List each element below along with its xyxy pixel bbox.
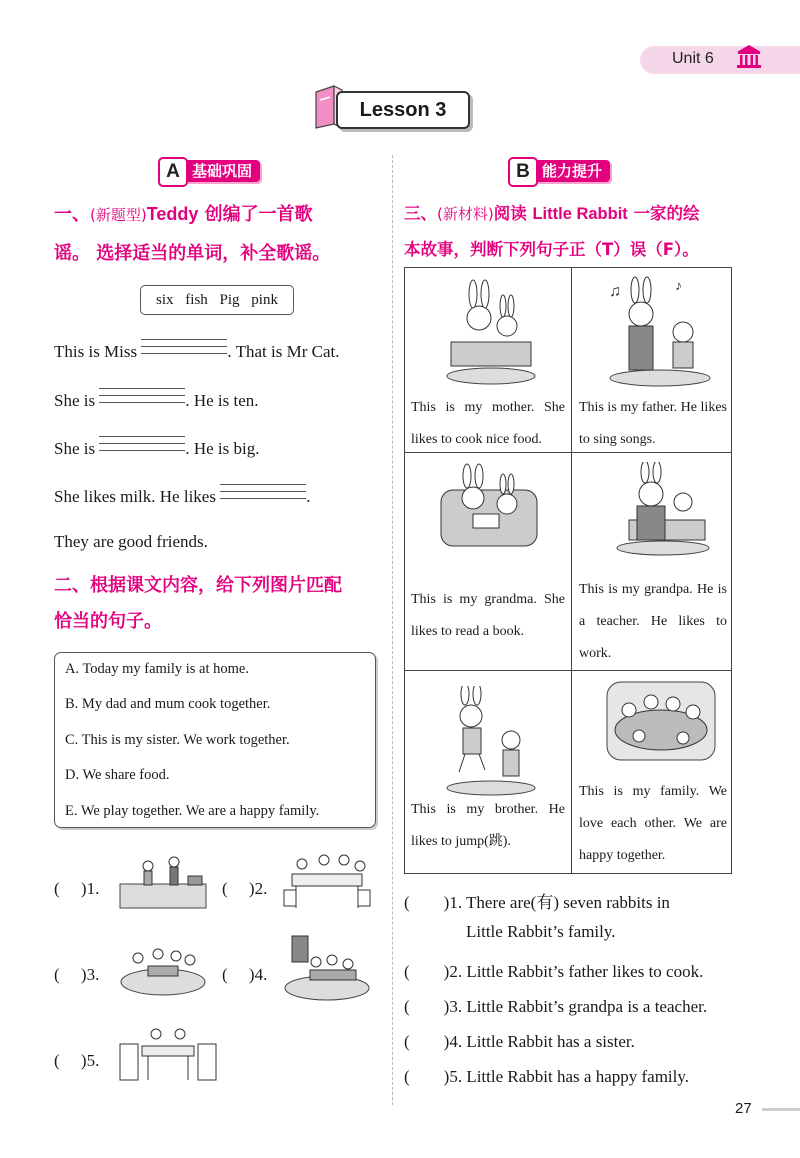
cell-father-text: This is my father. He likes to sing songs.: [579, 400, 727, 447]
cell-grandpa-text: This is my grandpa. He is a teacher. He likes to work.: [579, 582, 727, 661]
statement-5-paren[interactable]: ( ): [404, 1067, 450, 1086]
grandma-rabbit-picture: [433, 462, 545, 558]
song-line-1-after: . That is Mr Cat.: [227, 342, 340, 361]
q3-read: 阅读: [493, 204, 527, 223]
statement-1-text: 1. There are(有) seven rabbits in: [449, 893, 670, 912]
section-a-title: 基础巩固: [192, 162, 253, 180]
grandpa-rabbit-picture: [613, 462, 713, 558]
song-line-3-after: . He is big.: [185, 439, 260, 458]
section-b-title: 能力提升: [542, 162, 603, 180]
statement-5: [404, 1062, 689, 1087]
statement-1-cont: Little Rabbit’s family.: [466, 922, 616, 941]
song-line-5: They are good friends.: [54, 532, 208, 551]
song-line-1-before: This is Miss: [54, 342, 138, 361]
statement-3: [404, 992, 707, 1017]
song-line-2-before: She is: [54, 391, 96, 410]
word-bank: six fish Pig pink: [140, 285, 294, 315]
statement-1: [404, 888, 670, 913]
section-b-badge: [510, 160, 610, 182]
unit-label: Unit 6: [672, 50, 714, 67]
page-number: 27: [735, 1100, 752, 1117]
blank-3[interactable]: [99, 436, 185, 457]
cell-mother-text: This is my mother. She likes to cook nice food.: [411, 400, 565, 447]
q1-title-rest: 创编了一首歌: [204, 204, 313, 225]
cell-grandma-text: This is my grandma. She likes to read a book.: [411, 592, 565, 639]
sentence-a: A. Today my family is at home.: [65, 661, 249, 677]
q1-title-en: Teddy: [146, 204, 199, 224]
q3-title-line2: 本故事，判断下列句子正（T）误（F）。: [404, 240, 699, 259]
unit-tab: [640, 46, 800, 74]
match-item-4[interactable]: ( )4.: [222, 965, 268, 984]
match-item-1[interactable]: ( )1.: [54, 879, 100, 898]
song-line-3: [54, 439, 259, 461]
q3-title-rest: 一家的绘: [633, 204, 700, 223]
sharing-food-picture: [282, 850, 372, 912]
father-rabbit-picture: [605, 276, 715, 388]
song-line-4-before: She likes milk. He likes: [54, 487, 216, 506]
q1-title: [54, 196, 384, 233]
song-line-2: [54, 391, 259, 413]
cell-brother-text: This is my brother. He likes to jump(跳).: [411, 802, 565, 849]
q1-title-line2: 谣。 选择适当的单词，补全歌谣。: [54, 243, 331, 264]
sentence-box: [54, 652, 376, 828]
playing-picture: [118, 938, 208, 998]
blank-2[interactable]: [99, 388, 185, 409]
sentence-b: B. My dad and mum cook together.: [65, 696, 271, 712]
statement-2: [404, 957, 703, 982]
statement-2-paren[interactable]: ( ): [404, 962, 450, 981]
statement-1-paren[interactable]: ( ): [404, 893, 450, 912]
grid-vline: [571, 268, 572, 873]
svg-text:♪: ♪: [675, 279, 682, 294]
brother-rabbit-picture: [441, 686, 537, 798]
sentence-e: E. We play together. We are a happy family.: [65, 803, 320, 819]
cell-family-text: This is my family. We love each other. We are happy together.: [579, 784, 727, 863]
q3-title-en: Little Rabbit: [532, 205, 628, 223]
q3-tag: (新材料): [437, 205, 494, 223]
family-rabbit-picture: [603, 678, 719, 764]
statement-2-text: 2. Little Rabbit’s father likes to cook.: [449, 962, 704, 981]
q1-number: 一、: [54, 204, 90, 225]
sentence-c: C. This is my sister. We work together.: [65, 732, 290, 748]
blank-1[interactable]: [141, 339, 227, 360]
song-line-4-after: .: [306, 487, 311, 506]
match-item-2[interactable]: ( )2.: [222, 879, 268, 898]
section-a-letter: A: [158, 157, 188, 187]
statement-4: [404, 1027, 635, 1052]
blank-4[interactable]: [220, 484, 306, 505]
q1-tag: (新题型): [90, 206, 147, 224]
statement-3-paren[interactable]: ( ): [404, 997, 450, 1016]
song-line-4: [54, 487, 310, 509]
q3-number: 三、: [404, 204, 437, 223]
story-grid: [404, 267, 732, 874]
lesson-title: Lesson 3: [336, 91, 470, 129]
sentence-d: D. We share food.: [65, 767, 170, 783]
statement-3-text: 3. Little Rabbit’s grandpa is a teacher.: [449, 997, 708, 1016]
grid-hline-2: [405, 670, 731, 671]
match-item-3[interactable]: ( )3.: [54, 965, 100, 984]
statement-5-text: 5. Little Rabbit has a happy family.: [449, 1067, 690, 1086]
match-item-5[interactable]: ( )5.: [54, 1051, 100, 1070]
song-line-1: [54, 342, 339, 364]
q3-title: [404, 196, 734, 232]
working-together-picture: [118, 1022, 218, 1084]
q2-title-line2: 恰当的句子。: [54, 611, 162, 632]
song-line-2-after: . He is ten.: [185, 391, 259, 410]
mother-rabbit-picture: [441, 278, 541, 388]
section-b-letter: B: [508, 157, 538, 187]
statement-4-text: 4. Little Rabbit has a sister.: [449, 1032, 635, 1051]
q2-title: 二、根据课文内容，给下列图片匹配: [54, 575, 342, 596]
column-divider: [392, 155, 393, 1105]
section-a-badge: [160, 160, 260, 182]
song-line-3-before: She is: [54, 439, 96, 458]
svg-text:♫: ♫: [609, 283, 621, 300]
statement-4-paren[interactable]: ( ): [404, 1032, 450, 1051]
temple-icon: [735, 44, 763, 70]
family-at-home-picture: [282, 932, 372, 1002]
page-bar: [762, 1108, 800, 1111]
cooking-picture: [118, 852, 208, 912]
